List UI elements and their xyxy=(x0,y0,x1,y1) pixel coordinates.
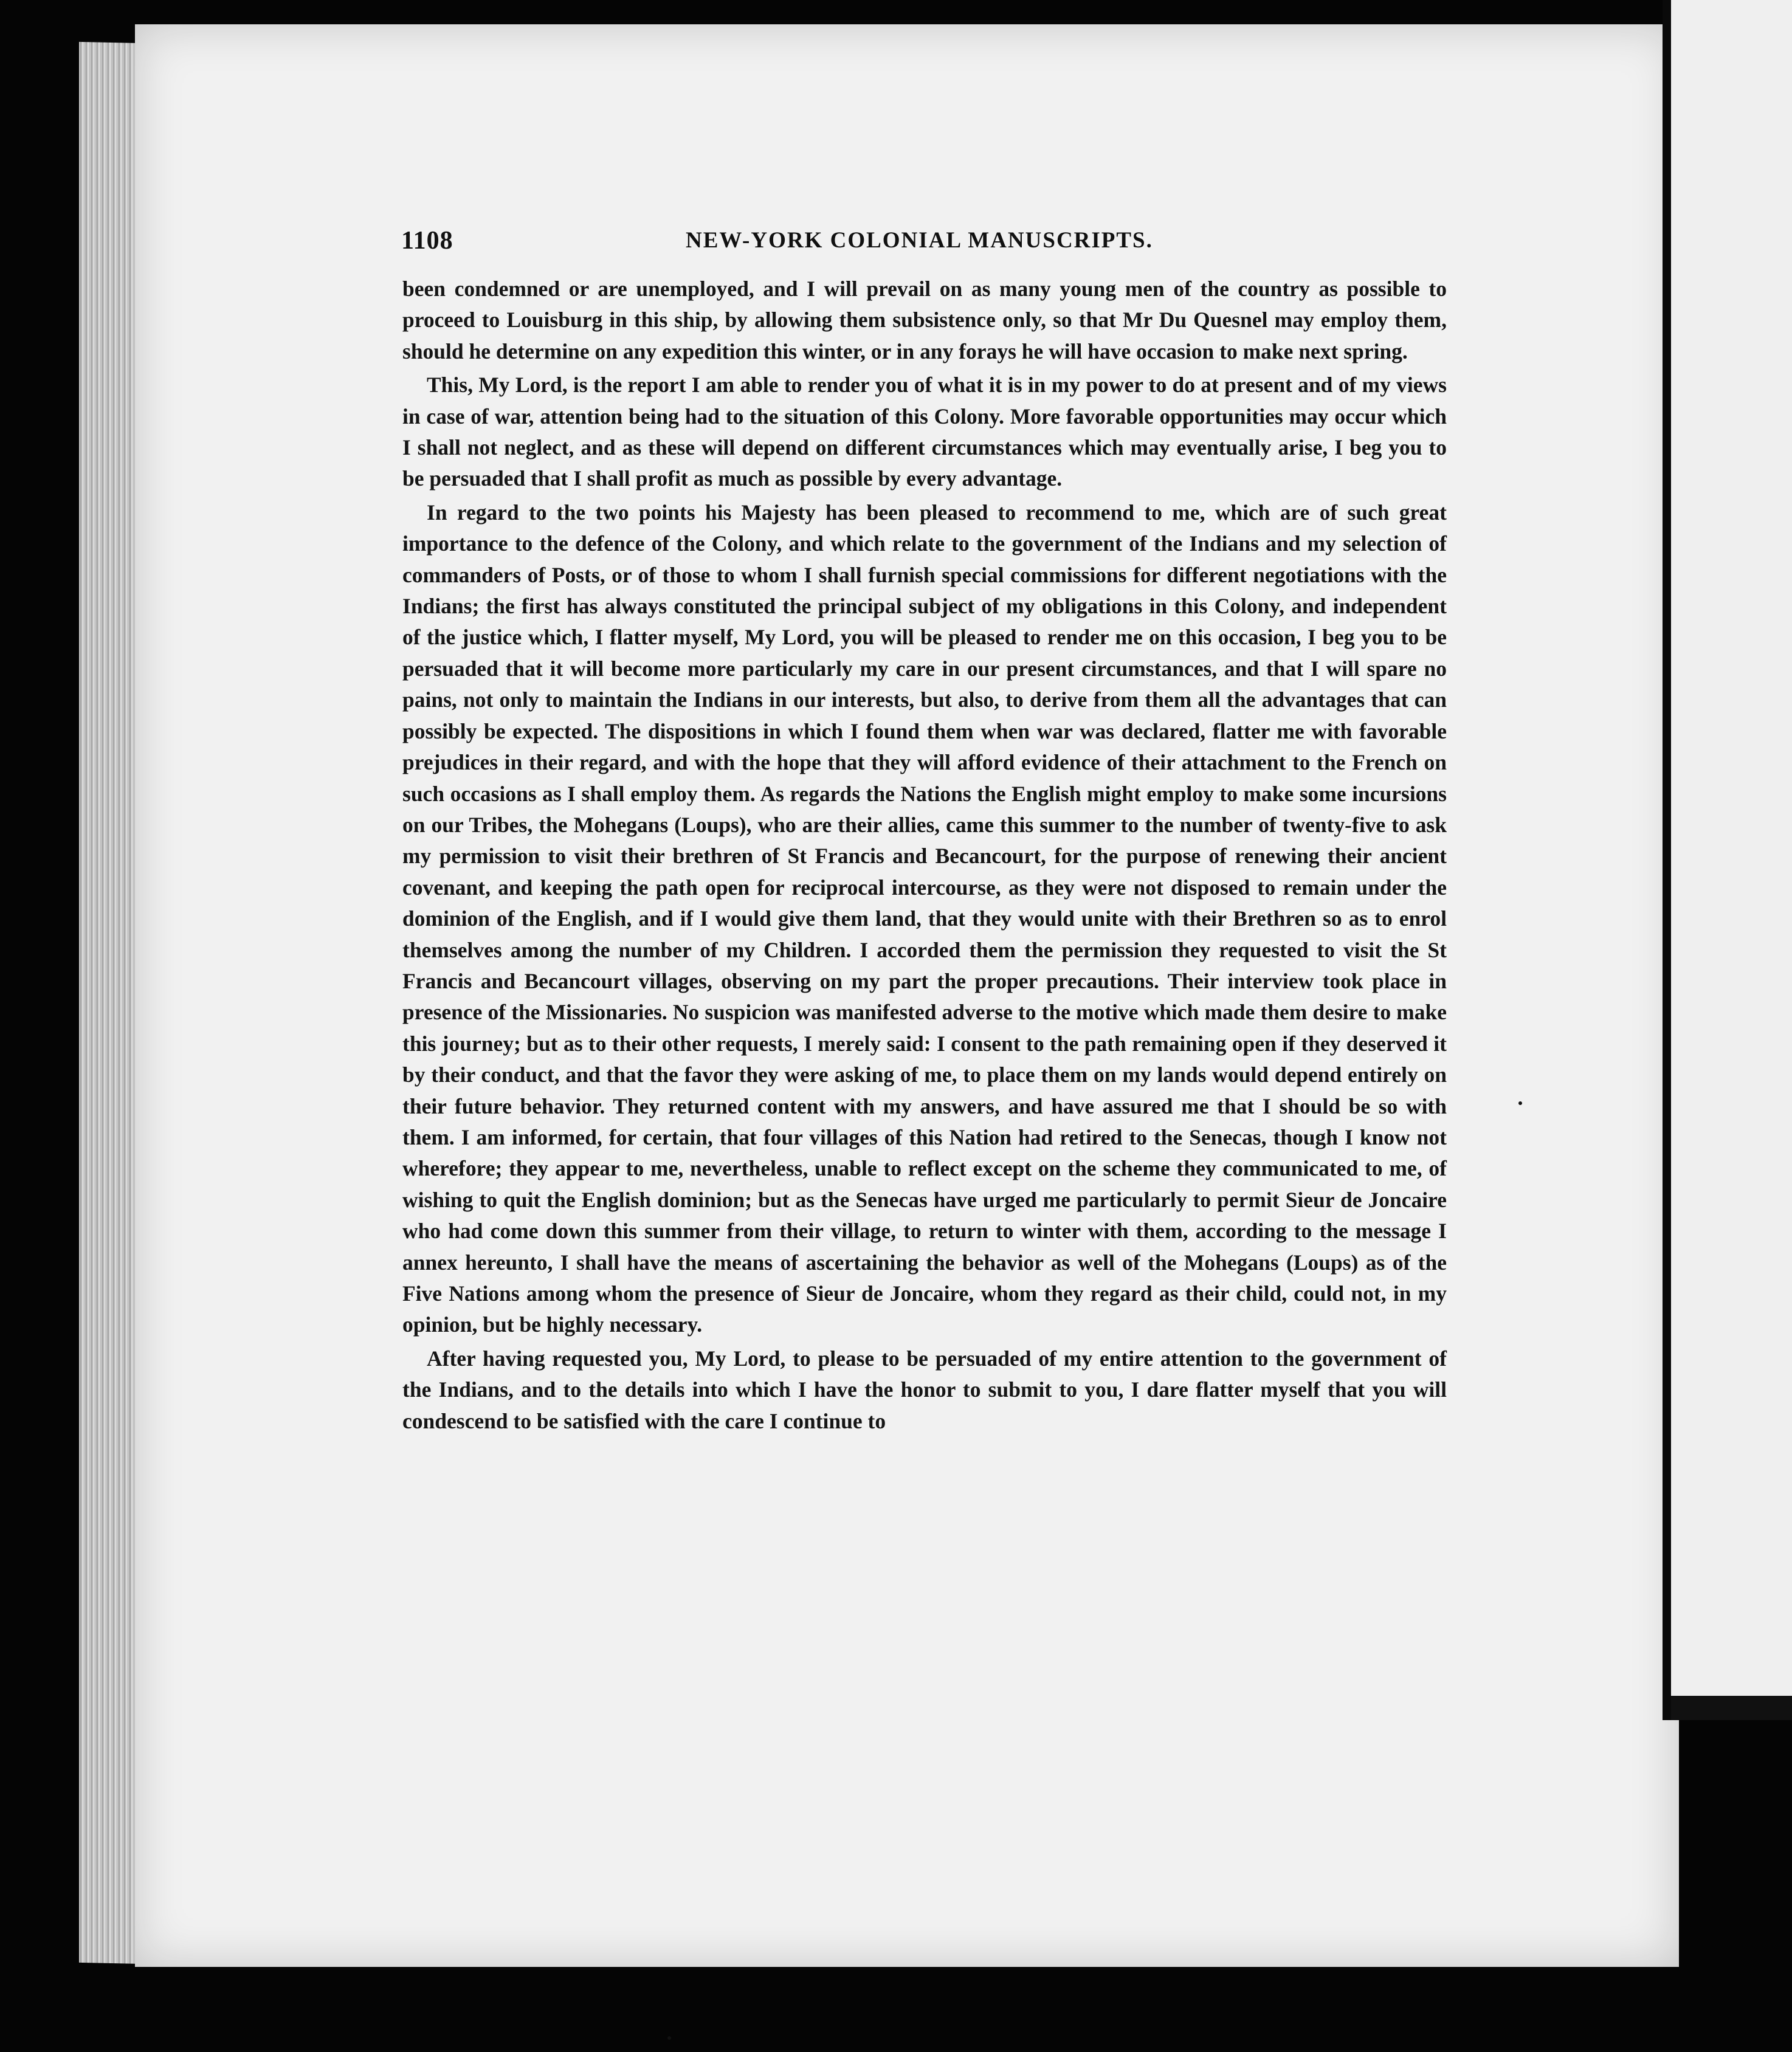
running-head: NEW-YORK COLONIAL MANUSCRIPTS. xyxy=(686,228,1153,253)
scan-speck xyxy=(1518,1101,1522,1105)
facing-page-edge xyxy=(1671,0,1792,1720)
scan-speck xyxy=(667,2036,671,2040)
page-header xyxy=(401,226,1459,269)
paragraph-3: In regard to the two points his Majesty has been pleased to recommend to me, which are of such great importance to the defence of the Colony, and which relate to the government of the Indians and my selection of commanders of Posts, or of those to whom I shall furnish special commissions for different negotiations with the Indians; the first has always constituted the principal subject of my obligations in this Colony, and independent of the justice which, I flatter myself, My Lord, you will be pleased to render me on this occasion, I beg you to be persuaded that it will become more particularly my care in our present circumstances, and that I will spare no pains, not only to maintain the Indians in our interests, but also, to derive from them all the advantages that can possibly be expected. The dispositions in which I found them when war was declared, flatter me with favorable prejudices in their regard, and with the hope that they will afford evidence of their attachment to the French on such occasions as I shall employ them. As regards the Nations the English might employ to make some incursions on our Tribes, the Mohegans (Loups), who are their allies, came this summer to the number of twenty-five to ask my permission to visit their brethren of St Francis and Becancourt, for the purpose of renewing their ancient covenant, and keeping the path open for reciprocal intercourse, as they were not disposed to remain under the dominion of the English, and if I would give them land, that they would unite with their Brethren so as to enrol themselves among the number of my Children. I accorded them the permission they requested to visit the St Francis and Becancourt villages, observing on my part the proper precautions. Their interview took place in presence of the Missionaries. No suspicion was manifested adverse to the motive which made them desire to make this journey; but as to their other requests, I merely said: I consent to the path remaining open if they deserved it by their conduct, and that the favor they were asking of me, to place them on my lands would depend entirely on their future behavior. They returned content with my answers, and have assured me that I should be so with them. I am informed, for certain, that four villages of this Nation had retired to the Senecas, though I know not wherefore; they appear to me, nevertheless, unable to reflect except on the scheme they communicated to me, of wishing to quit the English dominion; but as the Senecas have urged me particularly to permit Sieur de Joncaire who had come down this summer from their village, to return to winter with them, according to the message I annex hereunto, I shall have the means of ascertaining the behavior as well of the Mohegans (Loups) as of the Five Nations among whom the presence of Sieur de Joncaire, whom they regard as their child, could not, in my opinion, but be highly necessary. xyxy=(402,500,1447,1337)
paragraph-4: After having requested you, My Lord, to please to be persuaded of my entire attention to the government of the Indians, and to the details into which I have the honor to submit to you, I dare flatter myself that you will condescend to be satisfied with the care I continue to xyxy=(402,1346,1447,1433)
page-number: 1108 xyxy=(401,227,453,255)
gutter-seam xyxy=(1663,0,1671,1720)
paragraph-2: This, My Lord, is the report I am able to render you of what it is in my power to do at present and of my views in case of war, attention being had to the situation of this Colony. More favorable opportunities may occur which I shall not neglect, and as these will depend on different circumstances which may eventually arise, I beg you to be persuaded that I shall profit as much as possible by every advantage. xyxy=(402,373,1447,491)
paragraph-1: been condemned or are unemployed, and I will prevail on as many young men of the country as possible to proceed to Louisburg in this ship, by allowing them subsistence only, so that Mr Du Quesnel may employ them, should he determine on any expedition this winter, or in any forays he will have occasion to make next spring. xyxy=(402,277,1447,363)
facing-page-shadow xyxy=(1671,1696,1792,1720)
body-text xyxy=(402,274,1447,1437)
